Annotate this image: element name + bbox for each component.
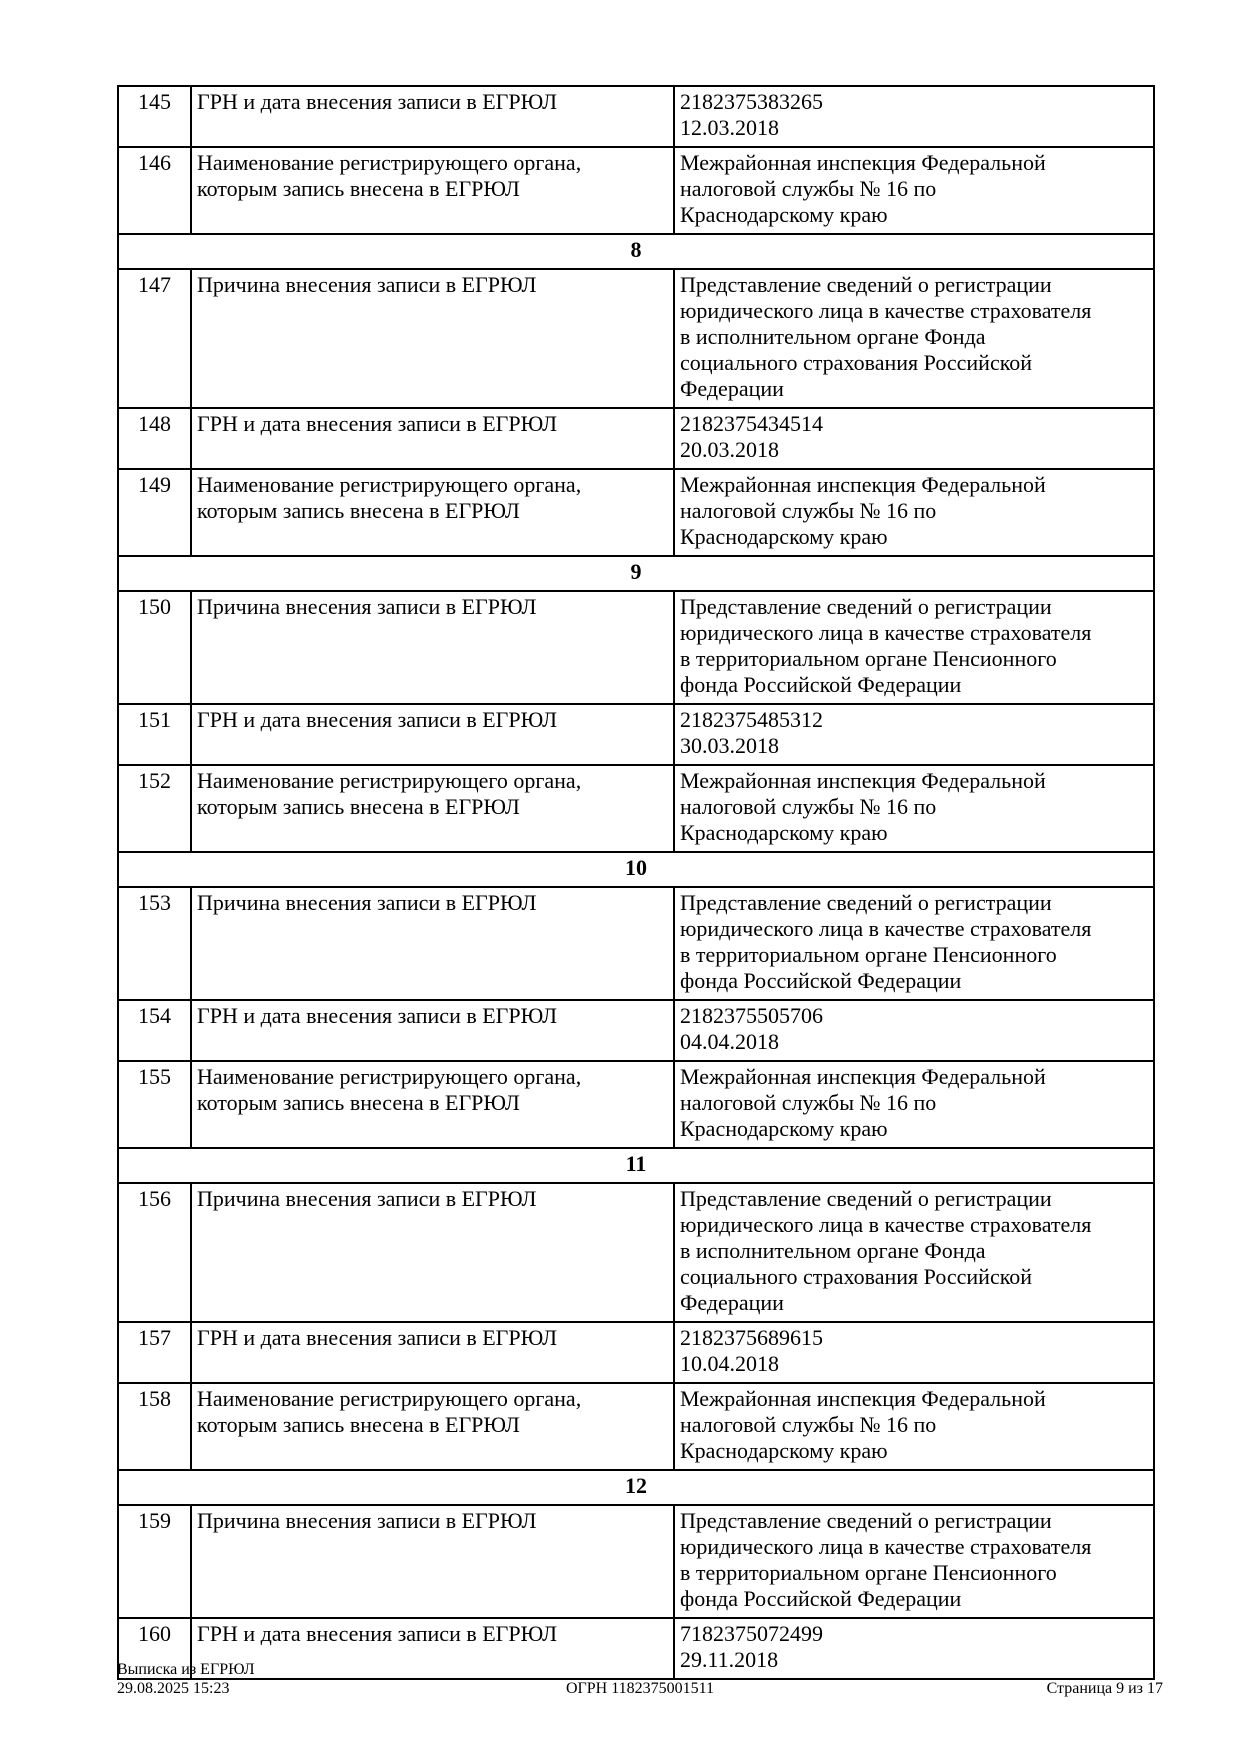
field-value-cell xyxy=(674,1618,1154,1679)
field-value-line: юридического лица в качестве страхователя xyxy=(680,1212,1092,1237)
field-value-line: 10.04.2018 xyxy=(680,1351,779,1376)
table-row xyxy=(118,469,1154,556)
row-number-cell: 159 xyxy=(118,1505,191,1618)
page-indicator: Страница 9 из 17 xyxy=(1046,1680,1163,1697)
field-name-line: Наименование регистрирующего органа, xyxy=(197,768,582,793)
field-name-line: которым запись внесена в ЕГРЮЛ xyxy=(197,498,520,523)
field-value-line: в исполнительном органе Фонда xyxy=(680,1238,986,1263)
field-name-cell xyxy=(191,1000,674,1061)
field-value-line: 30.03.2018 xyxy=(680,733,779,758)
field-value-cell xyxy=(674,1000,1154,1061)
field-value-line: 7182375072499 xyxy=(680,1621,823,1646)
row-number-cell: 151 xyxy=(118,704,191,765)
row-number-cell: 145 xyxy=(118,86,191,147)
field-name-line: которым запись внесена в ЕГРЮЛ xyxy=(197,176,520,201)
field-name-line: Наименование регистрирующего органа, xyxy=(197,1064,582,1089)
field-value-line: Представление сведений о регистрации xyxy=(680,1186,1052,1211)
row-number-cell: 152 xyxy=(118,765,191,852)
field-name-line: Причина внесения записи в ЕГРЮЛ xyxy=(197,1508,537,1533)
field-value-line: 29.11.2018 xyxy=(680,1647,779,1672)
field-name-line: Наименование регистрирующего органа, xyxy=(197,1386,582,1411)
field-name-line: ГРН и дата внесения записи в ЕГРЮЛ xyxy=(197,1003,558,1028)
row-number-cell: 156 xyxy=(118,1183,191,1322)
section-header-row xyxy=(118,1148,1154,1183)
field-name-line: ГРН и дата внесения записи в ЕГРЮЛ xyxy=(197,89,558,114)
table-body xyxy=(118,86,1154,1679)
field-value-line: социального страхования Российской xyxy=(680,350,1033,375)
field-value-line: 2182375689615 xyxy=(680,1325,823,1350)
field-value-line: Федерации xyxy=(680,1290,784,1315)
table-row xyxy=(118,765,1154,852)
field-name-cell xyxy=(191,765,674,852)
field-value-cell xyxy=(674,1061,1154,1148)
section-number: 8 xyxy=(118,234,1154,269)
row-number-cell: 148 xyxy=(118,408,191,469)
field-value-line: Краснодарскому краю xyxy=(680,524,888,549)
table-row xyxy=(118,1061,1154,1148)
field-value-line: 20.03.2018 xyxy=(680,437,779,462)
field-name-cell xyxy=(191,408,674,469)
field-name-cell xyxy=(191,591,674,704)
field-value-cell xyxy=(674,1383,1154,1470)
field-value-cell xyxy=(674,86,1154,147)
field-name-line: Наименование регистрирующего органа, xyxy=(197,150,582,175)
section-number: 9 xyxy=(118,556,1154,591)
section-header-row xyxy=(118,1470,1154,1505)
field-name-cell xyxy=(191,469,674,556)
field-value-line: Межрайонная инспекция Федеральной xyxy=(680,768,1046,793)
field-value-cell xyxy=(674,887,1154,1000)
field-value-cell xyxy=(674,591,1154,704)
field-name-cell xyxy=(191,147,674,234)
section-number: 10 xyxy=(118,852,1154,887)
field-value-line: Межрайонная инспекция Федеральной xyxy=(680,1064,1046,1089)
field-value-cell xyxy=(674,408,1154,469)
field-value-line: в исполнительном органе Фонда xyxy=(680,324,986,349)
field-value-cell xyxy=(674,269,1154,408)
field-value-line: Представление сведений о регистрации xyxy=(680,594,1052,619)
table-row xyxy=(118,147,1154,234)
field-name-cell xyxy=(191,704,674,765)
field-value-line: 2182375485312 xyxy=(680,707,823,732)
field-value-line: Межрайонная инспекция Федеральной xyxy=(680,150,1046,175)
field-value-line: юридического лица в качестве страхователя xyxy=(680,298,1092,323)
table-row xyxy=(118,887,1154,1000)
section-header-row xyxy=(118,852,1154,887)
field-name-line: Причина внесения записи в ЕГРЮЛ xyxy=(197,1186,537,1211)
field-value-line: 2182375505706 xyxy=(680,1003,823,1028)
field-value-cell xyxy=(674,1505,1154,1618)
field-value-line: Краснодарскому краю xyxy=(680,202,888,227)
field-value-line: социального страхования Российской xyxy=(680,1264,1033,1289)
field-name-line: ГРН и дата внесения записи в ЕГРЮЛ xyxy=(197,707,558,732)
footer-left-block xyxy=(117,1660,255,1698)
field-name-line: которым запись внесена в ЕГРЮЛ xyxy=(197,794,520,819)
field-value-line: 04.04.2018 xyxy=(680,1029,779,1054)
table-row xyxy=(118,1000,1154,1061)
field-name-cell xyxy=(191,887,674,1000)
field-name-line: ГРН и дата внесения записи в ЕГРЮЛ xyxy=(197,1325,558,1350)
field-value-cell xyxy=(674,1322,1154,1383)
field-value-line: 12.03.2018 xyxy=(680,115,779,140)
table-row xyxy=(118,1618,1154,1679)
field-name-cell xyxy=(191,1183,674,1322)
field-value-line: Федерации xyxy=(680,376,784,401)
section-header-row xyxy=(118,234,1154,269)
section-header-row xyxy=(118,556,1154,591)
field-value-line: Межрайонная инспекция Федеральной xyxy=(680,472,1046,497)
field-name-line: ГРН и дата внесения записи в ЕГРЮЛ xyxy=(197,411,558,436)
field-value-line: Краснодарскому краю xyxy=(680,1116,888,1141)
field-value-cell xyxy=(674,1183,1154,1322)
field-value-line: налоговой службы № 16 по xyxy=(680,794,937,819)
field-name-cell xyxy=(191,1061,674,1148)
field-name-line: Наименование регистрирующего органа, xyxy=(197,472,582,497)
field-name-line: ГРН и дата внесения записи в ЕГРЮЛ xyxy=(197,1621,558,1646)
section-number: 11 xyxy=(118,1148,1154,1183)
field-name-cell xyxy=(191,1383,674,1470)
row-number-cell: 146 xyxy=(118,147,191,234)
field-value-line: фонда Российской Федерации xyxy=(680,1586,962,1611)
field-value-line: Краснодарскому краю xyxy=(680,820,888,845)
field-value-line: Представление сведений о регистрации xyxy=(680,1508,1052,1533)
field-name-cell xyxy=(191,86,674,147)
table-row xyxy=(118,86,1154,147)
field-name-cell xyxy=(191,269,674,408)
row-number-cell: 150 xyxy=(118,591,191,704)
field-value-line: в территориальном органе Пенсионного xyxy=(680,942,1057,967)
field-value-line: налоговой службы № 16 по xyxy=(680,1412,937,1437)
extract-datetime: 29.08.2025 15:23 xyxy=(117,1680,230,1697)
row-number-cell: 153 xyxy=(118,887,191,1000)
row-number-cell: 160 xyxy=(118,1618,191,1679)
field-value-line: юридического лица в качестве страхователя xyxy=(680,916,1092,941)
field-value-line: юридического лица в качестве страхователя xyxy=(680,620,1092,645)
doc-type-label: Выписка из ЕГРЮЛ xyxy=(117,1661,255,1678)
table-row xyxy=(118,1383,1154,1470)
field-name-line: которым запись внесена в ЕГРЮЛ xyxy=(197,1412,520,1437)
table-row xyxy=(118,408,1154,469)
table-row xyxy=(118,591,1154,704)
row-number-cell: 158 xyxy=(118,1383,191,1470)
section-number: 12 xyxy=(118,1470,1154,1505)
table-row xyxy=(118,1183,1154,1322)
field-value-line: Представление сведений о регистрации xyxy=(680,272,1052,297)
field-value-line: юридического лица в качестве страхователя xyxy=(680,1534,1092,1559)
ogrn-label: ОГРН 1182375001511 xyxy=(565,1680,715,1697)
field-name-line: которым запись внесена в ЕГРЮЛ xyxy=(197,1090,520,1115)
row-number-cell: 147 xyxy=(118,269,191,408)
field-value-line: в территориальном органе Пенсионного xyxy=(680,646,1057,671)
field-name-line: Причина внесения записи в ЕГРЮЛ xyxy=(197,272,537,297)
field-value-cell xyxy=(674,704,1154,765)
field-value-cell xyxy=(674,765,1154,852)
field-value-line: Представление сведений о регистрации xyxy=(680,890,1052,915)
field-value-cell xyxy=(674,469,1154,556)
field-value-line: Краснодарскому краю xyxy=(680,1438,888,1463)
row-number-cell: 157 xyxy=(118,1322,191,1383)
field-value-line: в территориальном органе Пенсионного xyxy=(680,1560,1057,1585)
field-name-line: Причина внесения записи в ЕГРЮЛ xyxy=(197,890,537,915)
field-value-cell xyxy=(674,147,1154,234)
table-row xyxy=(118,269,1154,408)
field-name-cell xyxy=(191,1618,674,1679)
field-name-cell xyxy=(191,1322,674,1383)
field-value-line: фонда Российской Федерации xyxy=(680,672,962,697)
field-value-line: налоговой службы № 16 по xyxy=(680,1090,937,1115)
table-row xyxy=(118,704,1154,765)
field-name-cell xyxy=(191,1505,674,1618)
field-value-line: 2182375383265 xyxy=(680,89,823,114)
field-value-line: фонда Российской Федерации xyxy=(680,968,962,993)
row-number-cell: 155 xyxy=(118,1061,191,1148)
row-number-cell: 154 xyxy=(118,1000,191,1061)
table-row xyxy=(118,1505,1154,1618)
field-value-line: налоговой службы № 16 по xyxy=(680,498,937,523)
table-row xyxy=(118,1322,1154,1383)
field-value-line: 2182375434514 xyxy=(680,411,823,436)
row-number-cell: 149 xyxy=(118,469,191,556)
egrul-records-table xyxy=(117,85,1155,1680)
field-value-line: Межрайонная инспекция Федеральной xyxy=(680,1386,1046,1411)
field-value-line: налоговой службы № 16 по xyxy=(680,176,937,201)
field-name-line: Причина внесения записи в ЕГРЮЛ xyxy=(197,594,537,619)
